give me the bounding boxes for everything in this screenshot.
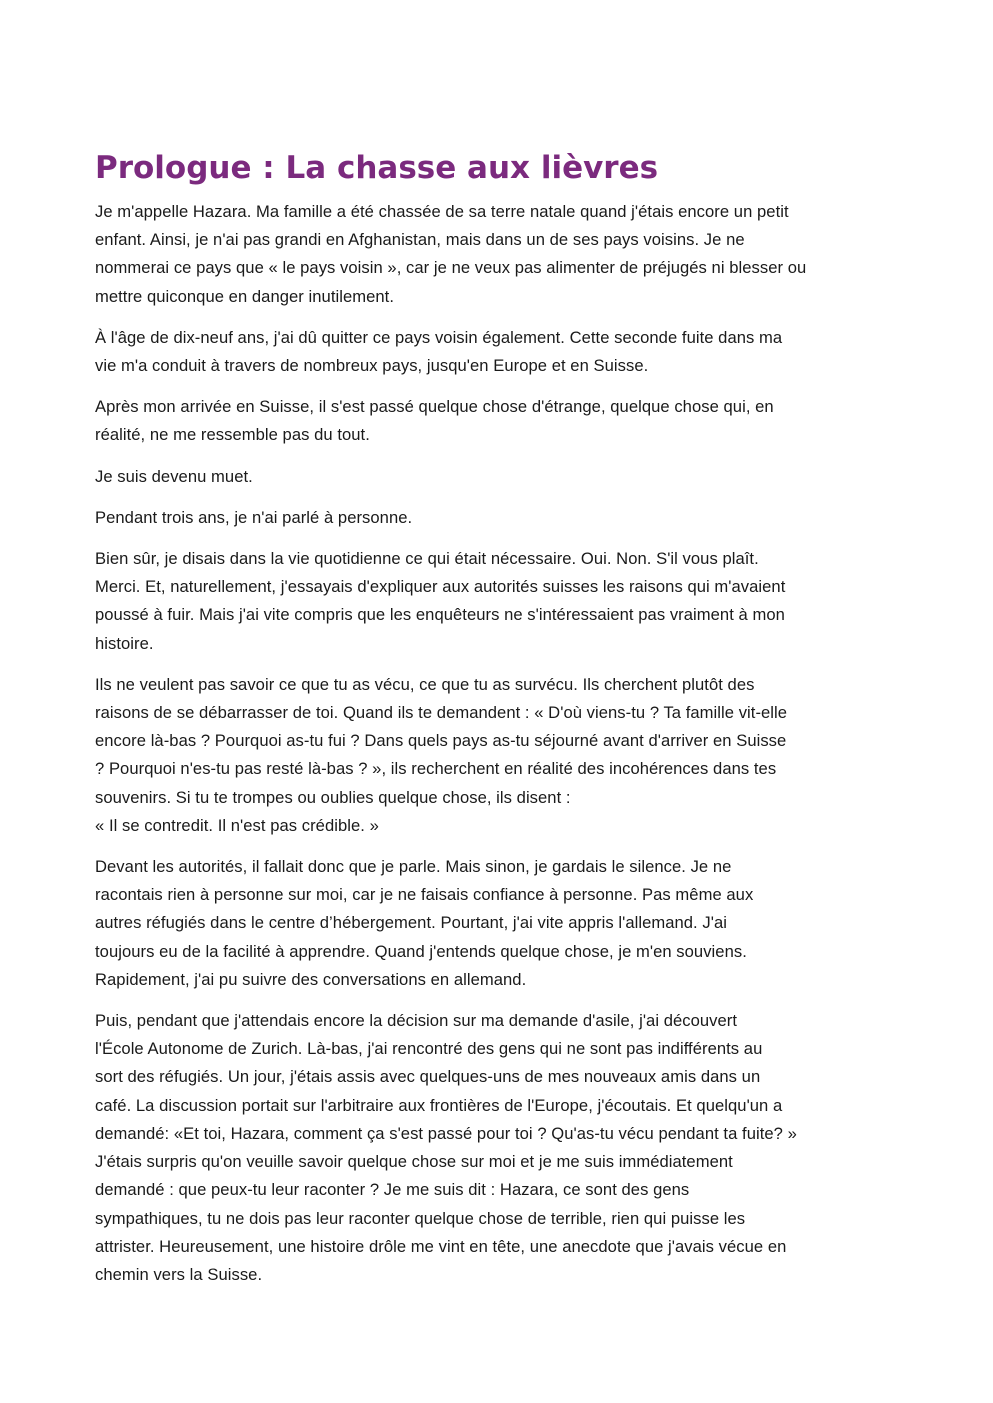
text-line: Je m'appelle Hazara. Ma famille a été chassée de sa terre natale quand j'étais encore un petit xyxy=(95,202,789,221)
text-line: enfant. Ainsi, je n'ai pas grandi en Afghanistan, mais dans un de ses pays voisins. Je ne xyxy=(95,230,745,250)
text-line: l'École Autonome de Zurich. Là-bas, j'ai rencontré des gens qui ne sont pas indifférents au xyxy=(95,1039,763,1059)
text-line: café. La discussion portait sur l'arbitraire aux frontières de l'Europe, j'écoutais. Et quelqu'un a xyxy=(95,1095,783,1115)
paragraph xyxy=(95,504,905,532)
text-line: Ils ne veulent pas savoir ce que tu as vécu, ce que tu as survécu. Ils cherchent plutôt des xyxy=(95,674,755,694)
text-line: autres réfugiés dans le centre d’hébergement. Pourtant, j'ai vite appris l'allemand. J'ai xyxy=(95,913,727,933)
text-line: ? Pourquoi n'es-tu pas resté là-bas ? », ils recherchent en réalité des incohérences dans tes xyxy=(95,759,777,779)
text-line: À l'âge de dix-neuf ans, j'ai dû quitter ce pays voisin également. Cette seconde fuite dans ma xyxy=(95,327,783,347)
text-line: racontais rien à personne sur moi, car je ne faisais confiance à personne. Pas même aux xyxy=(95,885,754,905)
text-line: souvenirs. Si tu te trompes ou oublies quelque chose, ils disent : xyxy=(95,787,571,807)
text-line: chemin vers la Suisse. xyxy=(95,1264,263,1284)
text-line: Après mon arrivée en Suisse, il s'est passé quelque chose d'étrange, quelque chose qui, en xyxy=(95,397,774,417)
text-line: Rapidement, j'ai pu suivre des conversations en allemand. xyxy=(95,969,527,989)
text-line: Je suis devenu muet. xyxy=(95,466,253,486)
text-line: attrister. Heureusement, une histoire drôle me vint en tête, une anecdote que j'avais vécue en xyxy=(95,1236,787,1256)
paragraph xyxy=(95,393,905,449)
text-line: Pendant trois ans, je n'ai parlé à personne. xyxy=(95,507,413,527)
text-line: poussé à fuir. Mais j'ai vite compris que les enquêteurs ne s'intéressaient pas vraiment à mon xyxy=(95,605,785,625)
text-line: histoire. xyxy=(95,633,154,653)
text-line: J'étais surpris qu'on veuille savoir quelque chose sur moi et je me suis immédiatement xyxy=(95,1152,733,1172)
text-line: Devant les autorités, il fallait donc que je parle. Mais sinon, je gardais le silence. Je ne xyxy=(95,857,732,877)
text-line: toujours eu de la facilité à apprendre. Quand j'entends quelque chose, je m'en souviens. xyxy=(95,941,747,961)
paragraph xyxy=(95,545,905,658)
paragraph xyxy=(95,463,905,491)
text-line: réalité, ne me ressemble pas du tout. xyxy=(95,425,370,445)
text-line: Bien sûr, je disais dans la vie quotidienne ce qui était nécessaire. Oui. Non. S'il vous plaît. xyxy=(95,549,759,569)
paragraph xyxy=(95,671,905,840)
text-line: « Il se contredit. Il n'est pas crédible. » xyxy=(95,815,379,835)
paragraph xyxy=(95,324,905,380)
document-page xyxy=(95,148,905,1302)
text-line: sort des réfugiés. Un jour, j'étais assis avec quelques-uns de mes nouveaux amis dans un xyxy=(95,1067,761,1087)
text-line: sympathiques, tu ne dois pas leur raconter quelque chose de terrible, rien qui puisse les xyxy=(95,1208,746,1228)
chapter-body xyxy=(95,198,905,1289)
paragraph xyxy=(95,853,905,994)
text-line: demandé : que peux-tu leur raconter ? Je me suis dit : Hazara, ce sont des gens xyxy=(95,1180,690,1200)
text-line: mettre quiconque en danger inutilement. xyxy=(95,286,394,306)
text-line: encore là-bas ? Pourquoi as-tu fui ? Dans quels pays as-tu séjourné avant d'arriver en Suisse xyxy=(95,731,787,751)
text-line: vie m'a conduit à travers de nombreux pays, jusqu'en Europe et en Suisse. xyxy=(95,356,649,376)
text-line: Puis, pendant que j'attendais encore la décision sur ma demande d'asile, j'ai découvert xyxy=(95,1011,738,1031)
text-line: raisons de se débarrasser de toi. Quand ils te demandent : « D'où viens-tu ? Ta famille vit-elle xyxy=(95,703,788,723)
text-line: demandé: «Et toi, Hazara, comment ça s'est passé pour toi ? Qu'as-tu vécu pendant ta fuite? » xyxy=(95,1123,797,1143)
chapter-title: Prologue : La chasse aux lièvres xyxy=(95,150,659,186)
paragraph xyxy=(95,1007,905,1289)
text-line: nommerai ce pays que « le pays voisin », car je ne veux pas alimenter de préjugés ni blesser ou xyxy=(95,258,807,278)
paragraph xyxy=(95,198,905,311)
text-line: Merci. Et, naturellement, j'essayais d'expliquer aux autorités suisses les raisons qui m'avaient xyxy=(95,577,786,597)
